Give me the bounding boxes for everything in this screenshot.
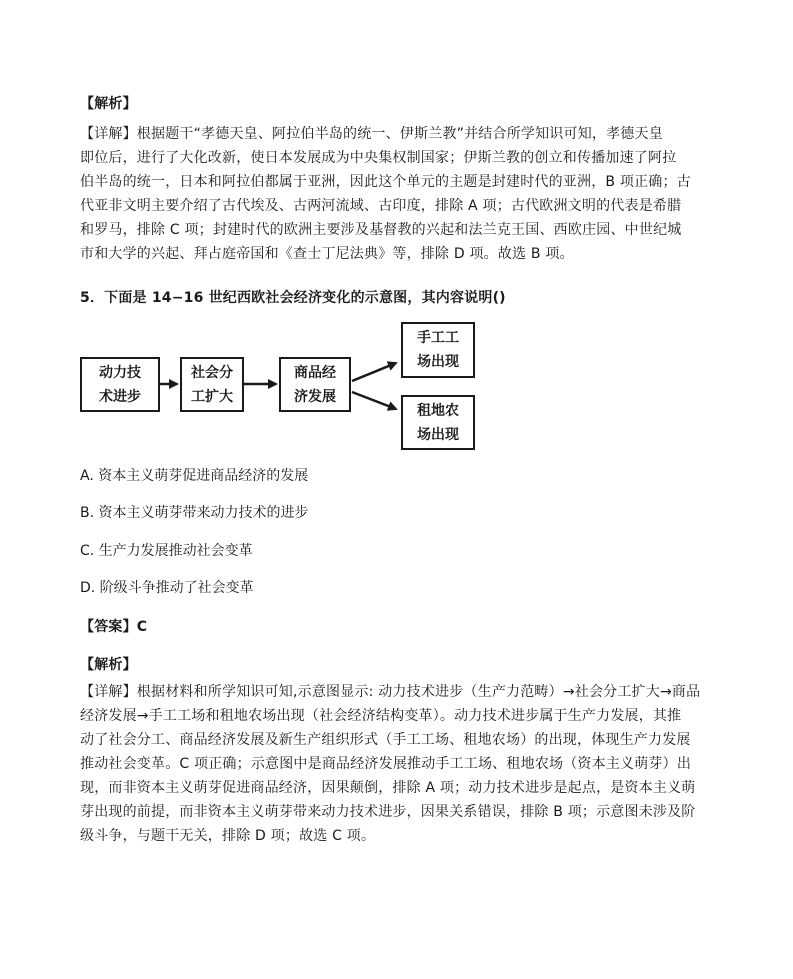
section2-body (80, 680, 700, 848)
section1-line: 【详解】根据题干“孝德天皇、阿拉伯半岛的统一、伊斯兰教”并结合所学知识可知，孝德天皇 (80, 126, 663, 142)
section1-heading: 【解析】 (80, 96, 137, 112)
answer: 【答案】C (80, 619, 148, 635)
diagram-box-commodity-economy (279, 357, 351, 412)
section1-body (80, 122, 700, 266)
section2-line: 动了社会分工、商品经济发展及新生产组织形式（手工工场、租地农场）的出现，体现生产力发展 (80, 732, 691, 748)
section2-line: 经济发展→手工工场和租地农场出现（社会经济结构变革）。动力技术进步属于生产力发展，其推 (80, 708, 682, 724)
option-d: D. 阶级斗争推动了社会变革 (80, 580, 254, 596)
diagram-box-label: 商品经 济发展 (294, 364, 336, 405)
section2-line: 现，而非资本主义萌芽促进商品经济，因果颠倒，排除 A 项；动力技术进步是起点，是资本主义萌 (80, 780, 696, 796)
arrow-3-icon (352, 363, 396, 381)
option-c: C. 生产力发展推动社会变革 (80, 543, 253, 559)
arrow-4-icon (352, 392, 396, 409)
section1-line: 和罗马，排除 C 项；封建时代的欧洲主要涉及基督教的兴起和法兰克王国、西欧庄园、中世纪城 (80, 222, 682, 238)
section2-heading: 【解析】 (80, 657, 137, 673)
diagram-box-power-tech (80, 357, 160, 412)
section1-line: 市和大学的兴起、拜占庭帝国和《查士丁尼法典》等，排除 D 项。故选 B 项。 (80, 246, 574, 262)
section1-line: 代亚非文明主要介绍了古代埃及、古两河流域、古印度，排除 A 项；古代欧洲文明的代表是希腊 (80, 198, 682, 214)
diagram-box-label: 手工工 场出现 (417, 330, 459, 370)
option-a: A. 资本主义萌芽促进商品经济的发展 (80, 468, 309, 484)
diagram-box-rented-farms (401, 395, 475, 450)
section1-line: 伯半岛的统一，日本和阿拉伯都属于亚洲，因此这个单元的主题是封建时代的亚洲，B 项正确；古 (80, 174, 691, 190)
diagram-box-workshops (401, 322, 475, 378)
section2-line: 芽出现的前提，而非资本主义萌芽带来动力技术进步，因果关系错误，排除 B 项；示意图未涉及阶 (80, 804, 696, 820)
diagram-box-label: 社会分 工扩大 (191, 364, 233, 405)
diagram-box-label: 租地农 场出现 (417, 402, 459, 443)
option-b: B. 资本主义萌芽带来动力技术的进步 (80, 505, 309, 521)
section2-line: 推动社会变革。C 项正确；示意图中是商品经济发展推动手工工场、租地农场（资本主义萌芽）出 (80, 756, 692, 772)
diagram-box-division-labor (180, 357, 244, 412)
section2-line: 级斗争，与题干无关，排除 D 项；故选 C 项。 (80, 828, 376, 844)
question-stem: 5．下面是 14−16 世纪西欧社会经济变化的示意图，其内容说明() (80, 290, 506, 306)
section2-line: 【详解】根据材料和所学知识可知,示意图显示: 动力技术进步（生产力范畴）→社会分工扩大→商品 (80, 684, 701, 700)
section1-line: 即位后，进行了大化改新，使日本发展成为中央集权制国家；伊斯兰教的创立和传播加速了阿拉 (80, 150, 677, 166)
diagram-box-label: 动力技 术进步 (99, 364, 141, 405)
